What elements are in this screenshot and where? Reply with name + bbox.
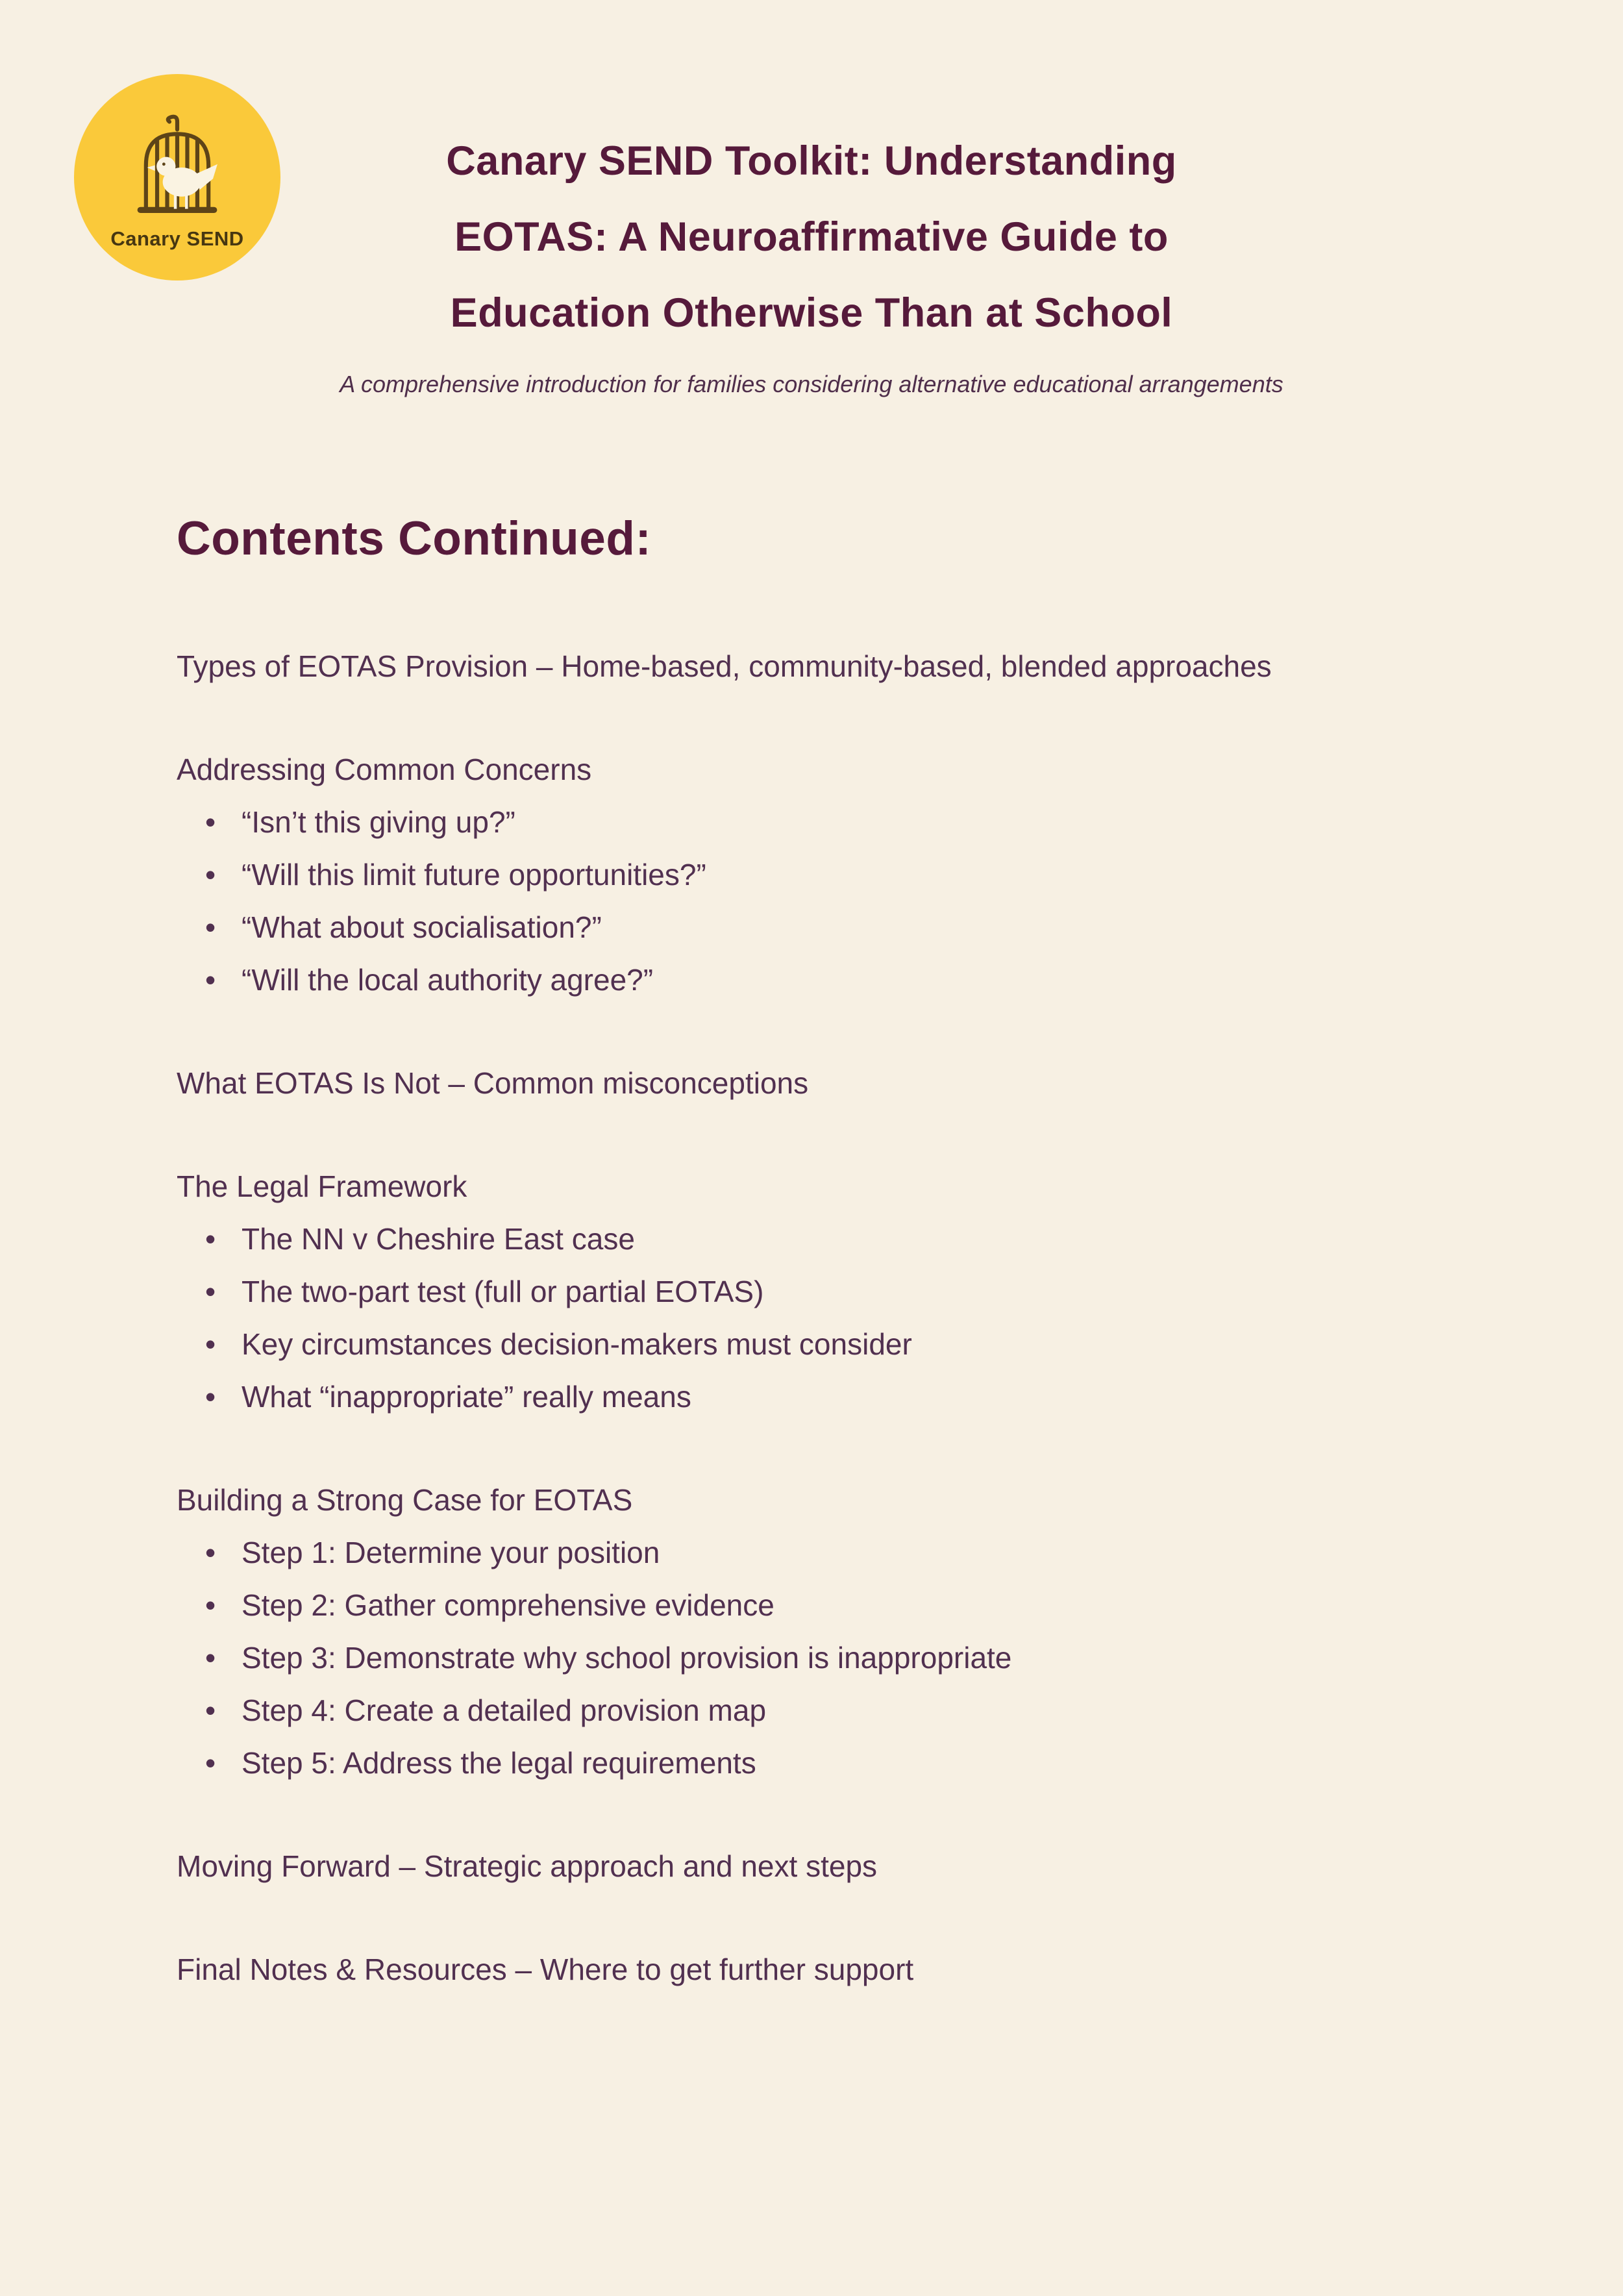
toc-section-title: The Legal Framework (177, 1169, 467, 1203)
toc-section-title: Final Notes & Resources – Where to get further support (177, 1953, 914, 1986)
contents-heading: Contents Continued: (177, 512, 652, 565)
toc-section (177, 743, 1474, 1006)
contents-list (177, 640, 1474, 1996)
birdcage-icon (121, 112, 233, 223)
toc-section-title: Addressing Common Concerns (177, 753, 592, 786)
toc-section (177, 1840, 1474, 1893)
toc-bullet-item: • Step 2: Gather comprehensive evidence (177, 1579, 1474, 1632)
toc-section-title: Moving Forward – Strategic approach and next steps (177, 1849, 878, 1883)
toc-bullet-item: • Step 3: Demonstrate why school provision is inappropriate (177, 1632, 1474, 1684)
toc-bullet-list (177, 796, 1474, 1006)
header-subtitle: A comprehensive introduction for families considering alternative educational arrangements (340, 371, 1283, 397)
toc-section (177, 1160, 1474, 1423)
page-title-line-3: Education Otherwise Than at School (450, 290, 1173, 336)
contents-section (177, 512, 1474, 1996)
toc-section (177, 1057, 1474, 1110)
toc-bullet-list (177, 1213, 1474, 1423)
bird-eye-dot (162, 162, 166, 166)
toc-bullet-item: • Step 1: Determine your position (177, 1527, 1474, 1579)
toc-section (177, 1474, 1474, 1790)
toc-section-title: Building a Strong Case for EOTAS (177, 1483, 633, 1517)
toc-bullet-item: • Key circumstances decision-makers must consider (177, 1318, 1474, 1371)
toc-bullet-item: • “Will the local authority agree?” (177, 954, 1474, 1006)
toc-section-title: Types of EOTAS Provision – Home-based, community-based, blended approaches (177, 649, 1272, 683)
toc-bullet-item: • Step 4: Create a detailed provision map (177, 1684, 1474, 1737)
logo (74, 74, 280, 281)
toc-bullet-item: • “Will this limit future opportunities?” (177, 849, 1474, 901)
toc-bullet-item: • “What about socialisation?” (177, 901, 1474, 954)
toc-section-title: What EOTAS Is Not – Common misconceptions (177, 1066, 809, 1100)
toc-section (177, 1943, 1474, 1996)
toc-section (177, 640, 1474, 693)
logo-label: Canary SEND (110, 227, 244, 250)
page-title-line-2: EOTAS: A Neuroaffirmative Guide to (454, 214, 1169, 260)
toc-bullet-list (177, 1527, 1474, 1790)
toc-bullet-item: • The NN v Cheshire East case (177, 1213, 1474, 1266)
toc-bullet-item: • What “inappropriate” really means (177, 1371, 1474, 1423)
toc-bullet-item: • The two-part test (full or partial EOTAS) (177, 1266, 1474, 1318)
toc-bullet-item: • “Isn’t this giving up?” (177, 796, 1474, 849)
page-title-line-1: Canary SEND Toolkit: Understanding (446, 138, 1177, 184)
toc-bullet-item: • Step 5: Address the legal requirements (177, 1737, 1474, 1790)
